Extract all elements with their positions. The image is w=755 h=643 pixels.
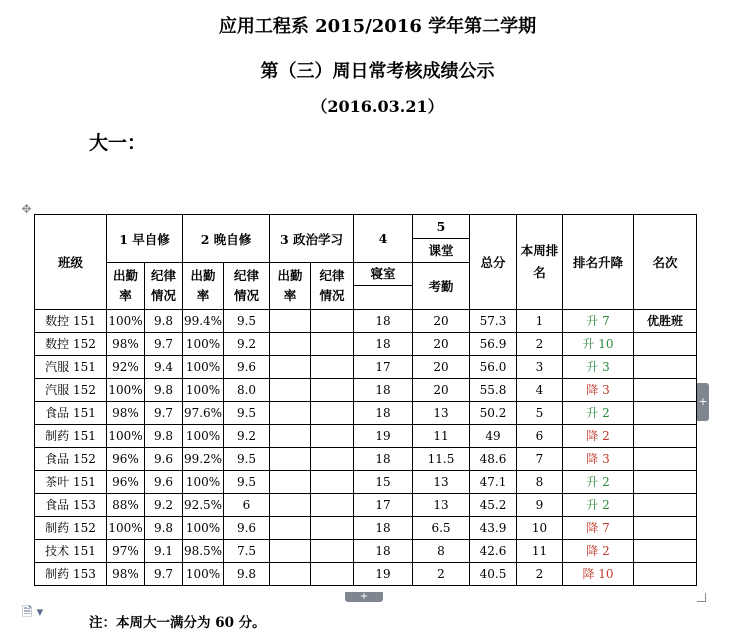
table-row <box>35 425 697 448</box>
cell-award <box>634 540 697 563</box>
header-course: 考勤 <box>413 263 470 310</box>
cell-p-disc <box>311 517 354 540</box>
cell-dorm: 18 <box>354 310 413 333</box>
cell-p-disc <box>311 333 354 356</box>
cell-m-disc: 9.8 <box>145 379 183 402</box>
cell-award <box>634 356 697 379</box>
cell-m-att: 88% <box>107 494 145 517</box>
cell-dorm: 18 <box>354 333 413 356</box>
cell-e-att: 99.4% <box>183 310 224 333</box>
cell-m-att: 97% <box>107 540 145 563</box>
cell-total: 57.3 <box>470 310 517 333</box>
cell-total: 43.9 <box>470 517 517 540</box>
cell-dorm: 18 <box>354 379 413 402</box>
table-row <box>35 310 697 333</box>
cell-e-disc: 9.6 <box>224 356 270 379</box>
header-morning-disc: 纪律 情况 <box>145 263 183 310</box>
cell-e-disc: 9.2 <box>224 425 270 448</box>
cell-change: 降 10 <box>563 563 634 586</box>
cell-p-disc <box>311 540 354 563</box>
cell-class: 数控 151 <box>35 310 107 333</box>
cell-rank: 9 <box>517 494 563 517</box>
cell-award <box>634 471 697 494</box>
cell-m-att: 100% <box>107 379 145 402</box>
cell-p-att <box>270 310 311 333</box>
cell-p-att <box>270 425 311 448</box>
header-rank-line1: 本周排 <box>520 243 559 258</box>
table-row <box>35 402 697 425</box>
cell-p-disc <box>311 379 354 402</box>
cell-change: 降 3 <box>563 379 634 402</box>
cell-total: 40.5 <box>470 563 517 586</box>
cell-p-att <box>270 379 311 402</box>
header-evening-attend: 出勤 率 <box>183 263 224 310</box>
cell-p-disc <box>311 356 354 379</box>
report-date: （2016.03.21） <box>311 97 444 116</box>
cell-change: 升 2 <box>563 494 634 517</box>
cell-p-disc <box>311 310 354 333</box>
cell-course: 11 <box>413 425 470 448</box>
cell-total: 45.2 <box>470 494 517 517</box>
cell-class: 制药 151 <box>35 425 107 448</box>
cell-change: 降 2 <box>563 425 634 448</box>
cell-e-att: 100% <box>183 333 224 356</box>
cell-award <box>634 448 697 471</box>
cell-m-disc: 9.6 <box>145 448 183 471</box>
cell-rank: 8 <box>517 471 563 494</box>
cell-total: 49 <box>470 425 517 448</box>
cell-total: 56.9 <box>470 333 517 356</box>
cell-total: 48.6 <box>470 448 517 471</box>
cell-dorm: 18 <box>354 517 413 540</box>
cell-class: 食品 152 <box>35 448 107 471</box>
cell-m-att: 98% <box>107 402 145 425</box>
cell-e-att: 92.5% <box>183 494 224 517</box>
cell-total: 47.1 <box>470 471 517 494</box>
cell-dorm: 17 <box>354 356 413 379</box>
cell-course: 2 <box>413 563 470 586</box>
cell-m-disc: 9.7 <box>145 563 183 586</box>
header-rank-line2: 名 <box>533 265 546 280</box>
cell-e-att: 97.6% <box>183 402 224 425</box>
header-morning: 1 早自修 <box>107 215 183 263</box>
cell-m-disc: 9.7 <box>145 402 183 425</box>
add-column-icon[interactable]: + <box>697 383 709 421</box>
header-evening: 2 晚自修 <box>183 215 270 263</box>
table-row <box>35 517 697 540</box>
cell-course: 11.5 <box>413 448 470 471</box>
cell-m-att: 92% <box>107 356 145 379</box>
header-course-top: 课堂 <box>428 242 454 258</box>
cell-e-att: 100% <box>183 379 224 402</box>
cell-e-disc: 8.0 <box>224 379 270 402</box>
cell-award <box>634 425 697 448</box>
cell-course: 13 <box>413 471 470 494</box>
cell-e-att: 100% <box>183 356 224 379</box>
cell-dorm: 15 <box>354 471 413 494</box>
cell-class: 制药 152 <box>35 517 107 540</box>
cell-dorm: 18 <box>354 540 413 563</box>
footnote: 注：本周大一满分为 60 分。 <box>89 615 266 631</box>
title-line-1: 应用工程系 2015/2016 学年第二学期 <box>218 16 537 37</box>
score-table <box>34 214 697 586</box>
cell-class: 食品 153 <box>35 494 107 517</box>
cell-rank: 1 <box>517 310 563 333</box>
cell-award: 优胜班 <box>634 310 697 333</box>
cell-class: 制药 153 <box>35 563 107 586</box>
cell-class: 食品 151 <box>35 402 107 425</box>
header-dorm-number: 4 <box>354 215 413 263</box>
cell-class: 汽服 151 <box>35 356 107 379</box>
cell-e-disc: 9.2 <box>224 333 270 356</box>
cell-p-att <box>270 471 311 494</box>
cell-m-att: 100% <box>107 425 145 448</box>
cell-e-disc: 9.5 <box>224 402 270 425</box>
cell-dorm: 18 <box>354 402 413 425</box>
table-row <box>35 448 697 471</box>
cell-m-att: 100% <box>107 517 145 540</box>
header-class: 班级 <box>35 215 107 310</box>
cell-total: 42.6 <box>470 540 517 563</box>
cell-m-disc: 9.6 <box>145 471 183 494</box>
cell-award <box>634 494 697 517</box>
header-dorm: 寝室 <box>354 263 413 310</box>
document-icon[interactable]: 🗎 ▾ <box>22 605 44 620</box>
header-course-group <box>413 215 470 263</box>
grade-label: 大一： <box>89 132 147 154</box>
cell-dorm: 17 <box>354 494 413 517</box>
cell-change: 降 7 <box>563 517 634 540</box>
header-politics: 3 政治学习 <box>270 215 354 263</box>
cell-change: 降 3 <box>563 448 634 471</box>
cell-dorm: 18 <box>354 448 413 471</box>
table-resize-handle[interactable] <box>697 593 706 602</box>
cell-p-disc <box>311 448 354 471</box>
cell-rank: 5 <box>517 402 563 425</box>
cell-m-disc: 9.4 <box>145 356 183 379</box>
table-row <box>35 379 697 402</box>
header-change: 排名升降 <box>563 215 634 310</box>
cell-m-att: 100% <box>107 310 145 333</box>
cell-m-disc: 9.7 <box>145 333 183 356</box>
header-total: 总分 <box>470 215 517 310</box>
cell-p-disc <box>311 563 354 586</box>
cell-p-disc <box>311 494 354 517</box>
title-line-2: 第（三）周日常考核成绩公示 <box>260 61 495 82</box>
cell-course: 20 <box>413 379 470 402</box>
cell-m-disc: 9.8 <box>145 425 183 448</box>
cell-e-disc: 6 <box>224 494 270 517</box>
cell-course: 8 <box>413 540 470 563</box>
cell-p-disc <box>311 471 354 494</box>
cell-e-att: 100% <box>183 563 224 586</box>
cell-rank: 11 <box>517 540 563 563</box>
cell-p-att <box>270 356 311 379</box>
cell-e-att: 100% <box>183 471 224 494</box>
cell-award <box>634 379 697 402</box>
table-row <box>35 333 697 356</box>
cell-course: 20 <box>413 310 470 333</box>
cell-m-att: 96% <box>107 471 145 494</box>
cell-course: 13 <box>413 494 470 517</box>
table-row <box>35 540 697 563</box>
cell-class: 数控 152 <box>35 333 107 356</box>
table-row <box>35 471 697 494</box>
cell-rank: 7 <box>517 448 563 471</box>
cell-course: 20 <box>413 333 470 356</box>
cell-p-disc <box>311 402 354 425</box>
cell-change: 升 3 <box>563 356 634 379</box>
cell-award <box>634 333 697 356</box>
cell-award <box>634 402 697 425</box>
cell-e-att: 99.2% <box>183 448 224 471</box>
cell-m-disc: 9.1 <box>145 540 183 563</box>
cell-p-att <box>270 563 311 586</box>
cell-m-disc: 9.8 <box>145 310 183 333</box>
cell-m-disc: 9.2 <box>145 494 183 517</box>
cell-change: 降 2 <box>563 540 634 563</box>
cell-p-att <box>270 517 311 540</box>
table-row <box>35 356 697 379</box>
table-row <box>35 563 697 586</box>
cell-m-disc: 9.8 <box>145 517 183 540</box>
cell-dorm: 19 <box>354 563 413 586</box>
cell-p-att <box>270 448 311 471</box>
cell-class: 茶叶 151 <box>35 471 107 494</box>
cell-e-disc: 9.6 <box>224 517 270 540</box>
cell-change: 升 10 <box>563 333 634 356</box>
cell-e-att: 100% <box>183 517 224 540</box>
cell-class: 技术 151 <box>35 540 107 563</box>
cell-change: 升 2 <box>563 471 634 494</box>
cell-award <box>634 563 697 586</box>
cell-m-att: 98% <box>107 333 145 356</box>
table-row <box>35 494 697 517</box>
cell-course: 6.5 <box>413 517 470 540</box>
cell-e-att: 100% <box>183 425 224 448</box>
move-table-icon[interactable]: ✥ <box>21 202 32 216</box>
cell-e-disc: 9.5 <box>224 448 270 471</box>
add-row-icon[interactable]: + <box>345 592 383 602</box>
cell-p-att <box>270 333 311 356</box>
cell-total: 56.0 <box>470 356 517 379</box>
cell-total: 50.2 <box>470 402 517 425</box>
cell-e-disc: 9.8 <box>224 563 270 586</box>
header-award: 名次 <box>634 215 697 310</box>
cell-p-att <box>270 494 311 517</box>
cell-p-att <box>270 402 311 425</box>
cell-rank: 6 <box>517 425 563 448</box>
cell-change: 升 7 <box>563 310 634 333</box>
cell-rank: 4 <box>517 379 563 402</box>
header-course-number: 5 <box>413 216 470 239</box>
cell-class: 汽服 152 <box>35 379 107 402</box>
header-rank <box>517 215 563 310</box>
cell-rank: 3 <box>517 356 563 379</box>
cell-p-disc <box>311 425 354 448</box>
header-politics-attend: 出勤 率 <box>270 263 311 310</box>
cell-rank: 10 <box>517 517 563 540</box>
cell-total: 55.8 <box>470 379 517 402</box>
cell-e-disc: 7.5 <box>224 540 270 563</box>
cell-m-att: 96% <box>107 448 145 471</box>
cell-rank: 2 <box>517 563 563 586</box>
cell-e-att: 98.5% <box>183 540 224 563</box>
header-morning-attend: 出勤 率 <box>107 263 145 310</box>
cell-course: 20 <box>413 356 470 379</box>
cell-e-disc: 9.5 <box>224 471 270 494</box>
header-politics-disc: 纪律 情况 <box>311 263 354 310</box>
cell-e-disc: 9.5 <box>224 310 270 333</box>
cell-dorm: 19 <box>354 425 413 448</box>
cell-m-att: 98% <box>107 563 145 586</box>
cell-change: 升 2 <box>563 402 634 425</box>
cell-course: 13 <box>413 402 470 425</box>
header-evening-disc: 纪律 情况 <box>224 263 270 310</box>
cell-rank: 2 <box>517 333 563 356</box>
cell-award <box>634 517 697 540</box>
cell-p-att <box>270 540 311 563</box>
